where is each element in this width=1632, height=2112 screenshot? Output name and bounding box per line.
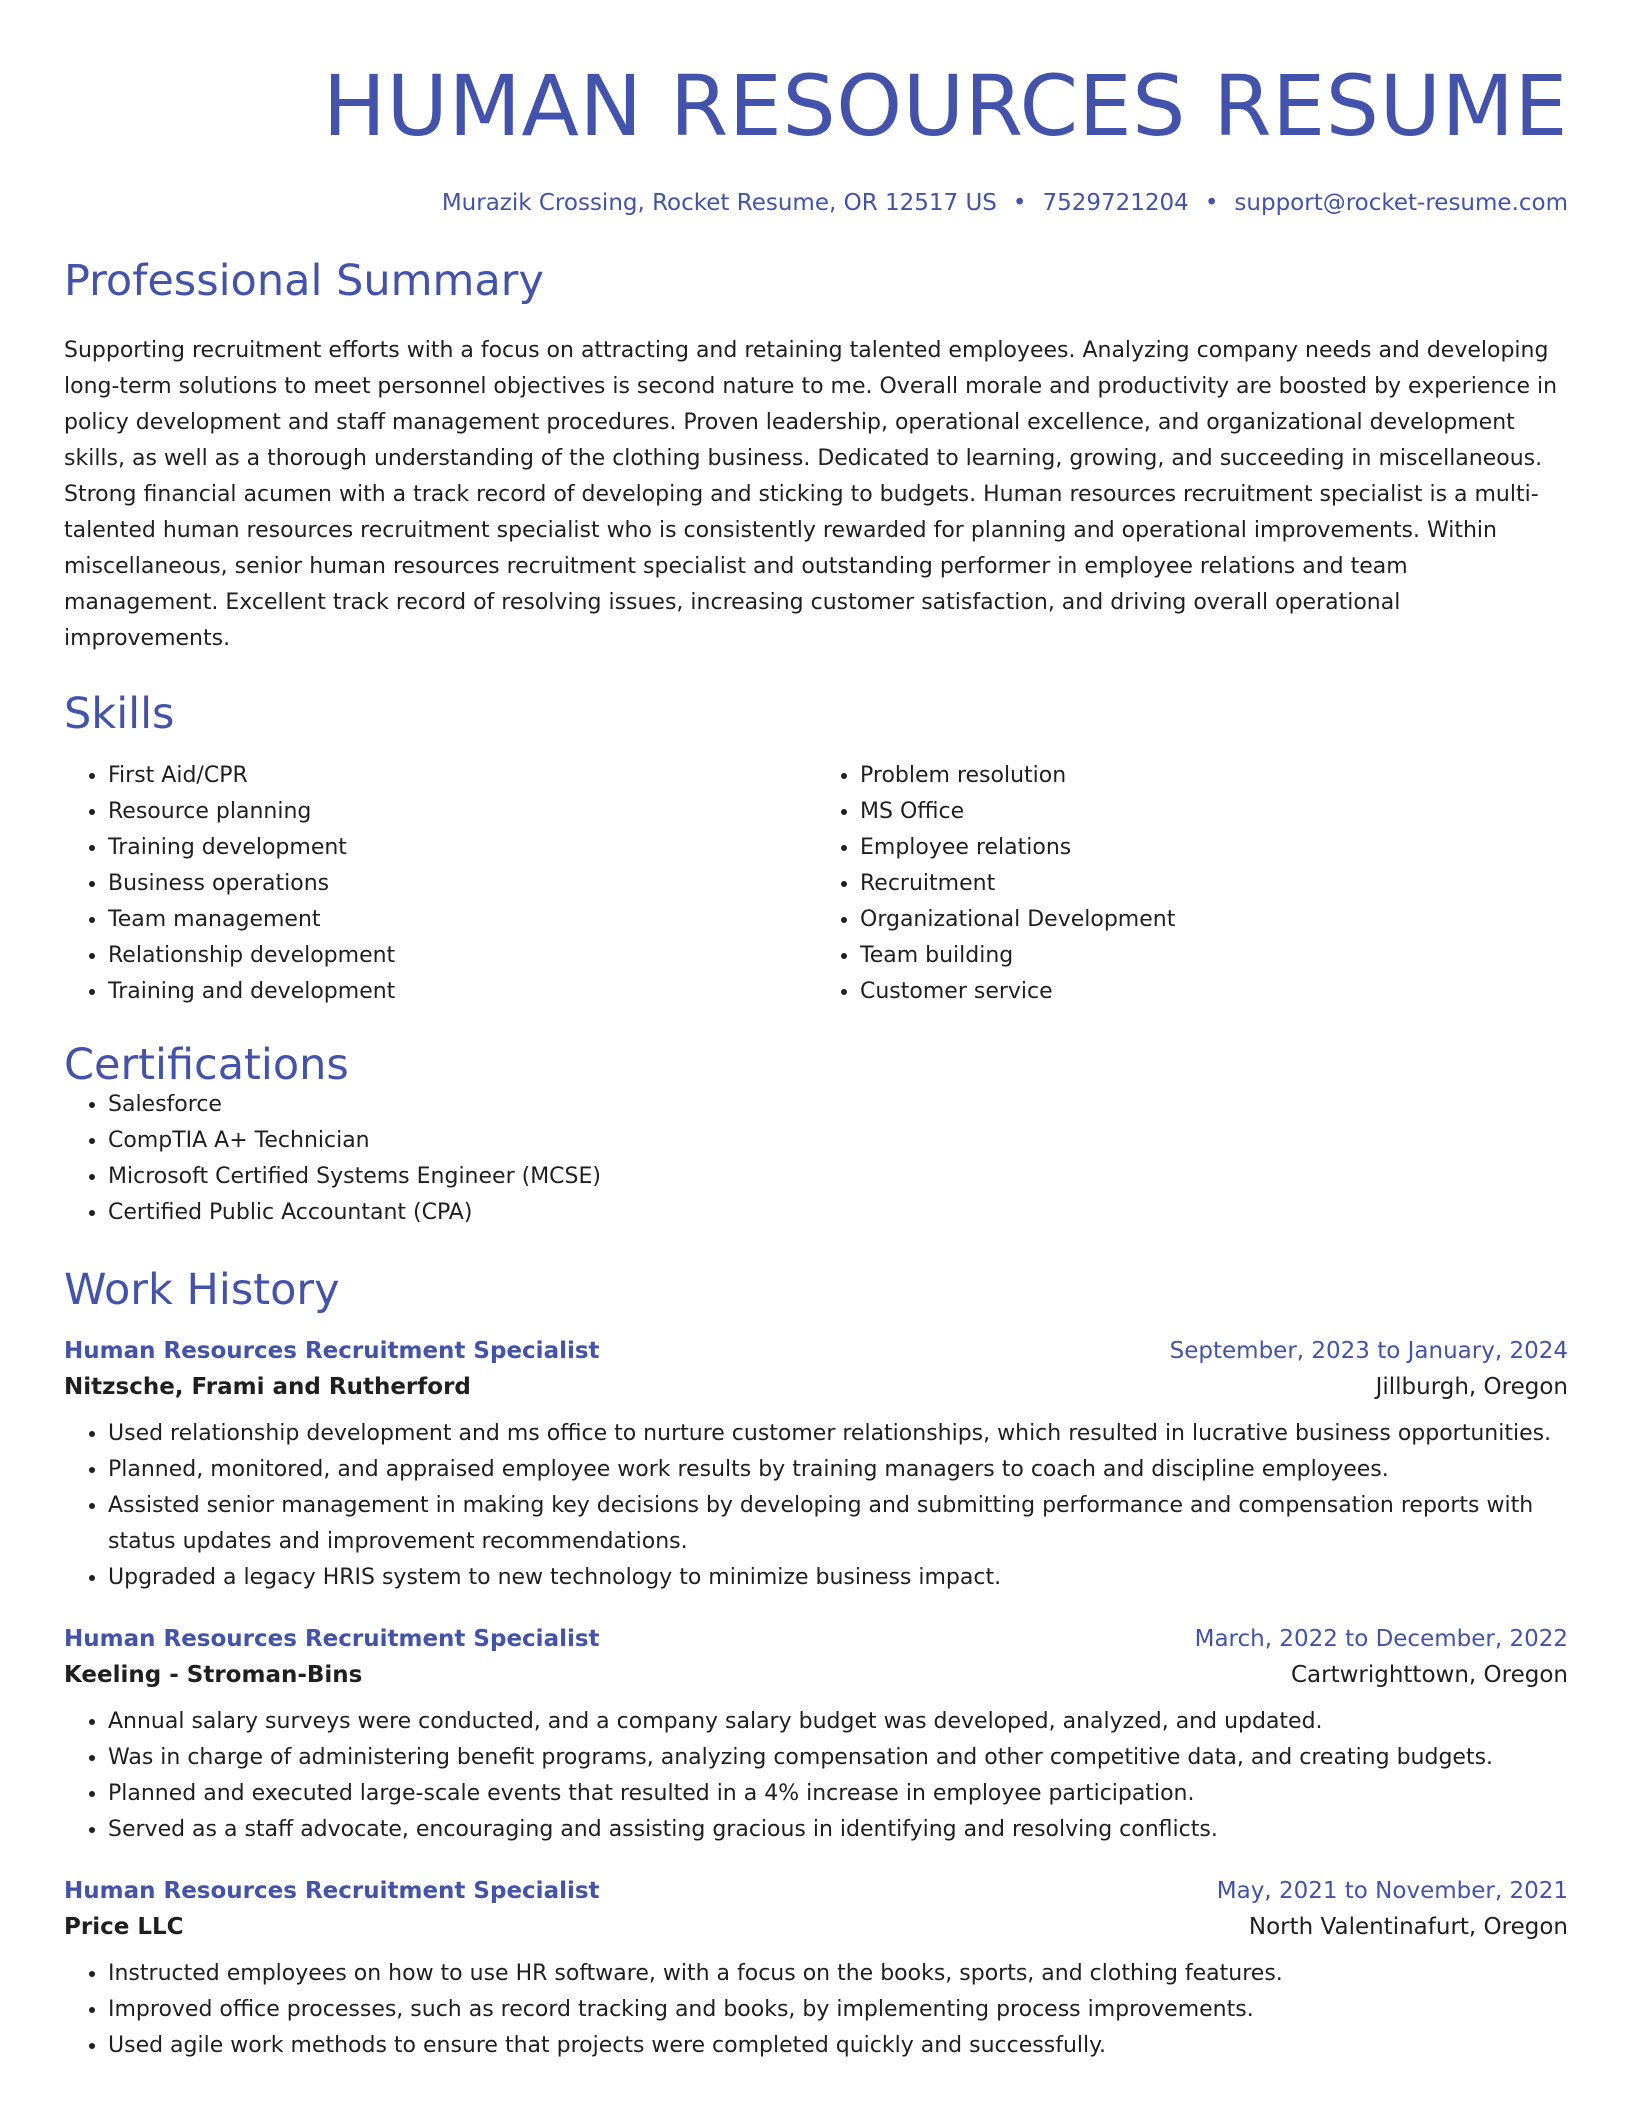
job-dates: May, 2021 to November, 2021 (1216, 1878, 1568, 1904)
contact-separator: • (1012, 190, 1027, 216)
skill-item: • Resource planning (108, 794, 816, 830)
job-bullets (64, 1416, 1568, 1596)
job-title: Human Resources Recruitment Specialist (64, 1878, 600, 1904)
job-bullet: • Served as a staff advocate, encouraging and assisting gracious in identifying and resolving conflicts. (108, 1812, 1568, 1848)
skills-list-left (64, 758, 816, 1010)
skill-item: • Customer service (860, 974, 1568, 1010)
job-entry (64, 1878, 1568, 2064)
contact-address: Murazik Crossing, Rocket Resume, OR 12517 US (441, 190, 997, 216)
job-company: Nitzsche, Frami and Rutherford (64, 1374, 471, 1400)
job-company: Keeling - Stroman-Bins (64, 1662, 363, 1688)
section-title-skills: Skills (64, 689, 175, 739)
job-dates: September, 2023 to January, 2024 (1169, 1338, 1568, 1364)
certification-item: • Microsoft Certified Systems Engineer (MCSE) (108, 1159, 1568, 1195)
skills-columns (64, 758, 1568, 1010)
job-subheader (64, 1914, 1568, 1940)
skill-item: • Recruitment (860, 866, 1568, 902)
skill-item: • Employee relations (860, 830, 1568, 866)
skills-list-right (816, 758, 1568, 1010)
certification-item: • CompTIA A+ Technician (108, 1123, 1568, 1159)
job-bullet: • Used relationship development and ms office to nurture customer relationships, which resulted in lucrative business opportunities. (108, 1416, 1568, 1452)
job-bullet: • Planned, monitored, and appraised employee work results by training managers to coach and discipline employees. (108, 1452, 1568, 1488)
skill-item: • Problem resolution (860, 758, 1568, 794)
skill-item: • Training development (108, 830, 816, 866)
skill-item: • Relationship development (108, 938, 816, 974)
job-subheader (64, 1374, 1568, 1400)
job-bullets (64, 1704, 1568, 1848)
job-bullet: • Used agile work methods to ensure that projects were completed quickly and successfully. (108, 2028, 1568, 2064)
skill-item: • Team management (108, 902, 816, 938)
job-location: Jillburgh, Oregon (1375, 1374, 1568, 1400)
skill-item: • First Aid/CPR (108, 758, 816, 794)
skill-item: • Team building (860, 938, 1568, 974)
skill-item: • MS Office (860, 794, 1568, 830)
job-title: Human Resources Recruitment Specialist (64, 1626, 600, 1652)
resume-page (64, 0, 1568, 2064)
job-dates: March, 2022 to December, 2022 (1194, 1626, 1568, 1652)
job-bullet: • Annual salary surveys were conducted, and a company salary budget was developed, analyzed, and updated. (108, 1704, 1568, 1740)
contact-email[interactable]: support@rocket-resume.com (1234, 190, 1568, 216)
certifications-list (64, 1087, 1568, 1231)
skill-item: • Training and development (108, 974, 816, 1010)
job-header (64, 1338, 1568, 1364)
skill-item: • Organizational Development (860, 902, 1568, 938)
job-title: Human Resources Recruitment Specialist (64, 1338, 600, 1364)
job-header (64, 1878, 1568, 1904)
contact-separator: • (1204, 190, 1219, 216)
job-bullet: • Assisted senior management in making key decisions by developing and submitting performance and compensation reports with status updates and improvement recommendations. (108, 1488, 1568, 1560)
section-title-summary: Professional Summary (64, 256, 544, 306)
job-bullet: • Was in charge of administering benefit programs, analyzing compensation and other competitive data, and creating budgets. (108, 1740, 1568, 1776)
section-title-work-history: Work History (64, 1265, 340, 1315)
certification-item: • Salesforce (108, 1087, 1568, 1123)
job-bullet: • Planned and executed large-scale events that resulted in a 4% increase in employee participation. (108, 1776, 1568, 1812)
job-bullet: • Improved office processes, such as record tracking and books, by implementing process improvements. (108, 1992, 1568, 2028)
job-entry (64, 1338, 1568, 1596)
job-header (64, 1626, 1568, 1652)
skill-item: • Business operations (108, 866, 816, 902)
certification-item: • Certified Public Accountant (CPA) (108, 1195, 1568, 1231)
job-subheader (64, 1662, 1568, 1688)
job-location: Cartwrighttown, Oregon (1290, 1662, 1568, 1688)
job-bullets (64, 1956, 1568, 2064)
job-bullet: • Upgraded a legacy HRIS system to new technology to minimize business impact. (108, 1560, 1568, 1596)
job-company: Price LLC (64, 1914, 184, 1940)
resume-title: HUMAN RESOURCES RESUME (322, 57, 1568, 155)
contact-phone[interactable]: 7529721204 (1042, 190, 1189, 216)
job-bullet: • Instructed employees on how to use HR software, with a focus on the books, sports, and clothing features. (108, 1956, 1568, 1992)
contact-line (64, 190, 1568, 216)
section-title-certifications: Certifications (64, 1040, 349, 1090)
summary-text: Supporting recruitment efforts with a focus on attracting and retaining talented employees. Analyzing company needs and developing long-term solutions to meet personnel objectives is second nature to me. Overall morale and productivity are boosted by experience in policy development and staff management procedures. Proven leadership, operational excellence, and organizational development skills, as well as a thorough understanding of the clothing business. Dedicated to learning, growing, and succeeding in miscellaneous. Strong financial acumen with a track record of developing and sticking to budgets. Human resources recruitment specialist is a multi-talented human resources recruitment specialist who is consistently rewarded for planning and operational improvements. Within miscellaneous, senior human resources recruitment specialist and outstanding performer in employee relations and team management. Excellent track record of resolving issues, increasing customer satisfaction, and driving overall operational improvements. (64, 338, 1558, 651)
job-entry (64, 1626, 1568, 1848)
job-location: North Valentinafurt, Oregon (1248, 1914, 1568, 1940)
